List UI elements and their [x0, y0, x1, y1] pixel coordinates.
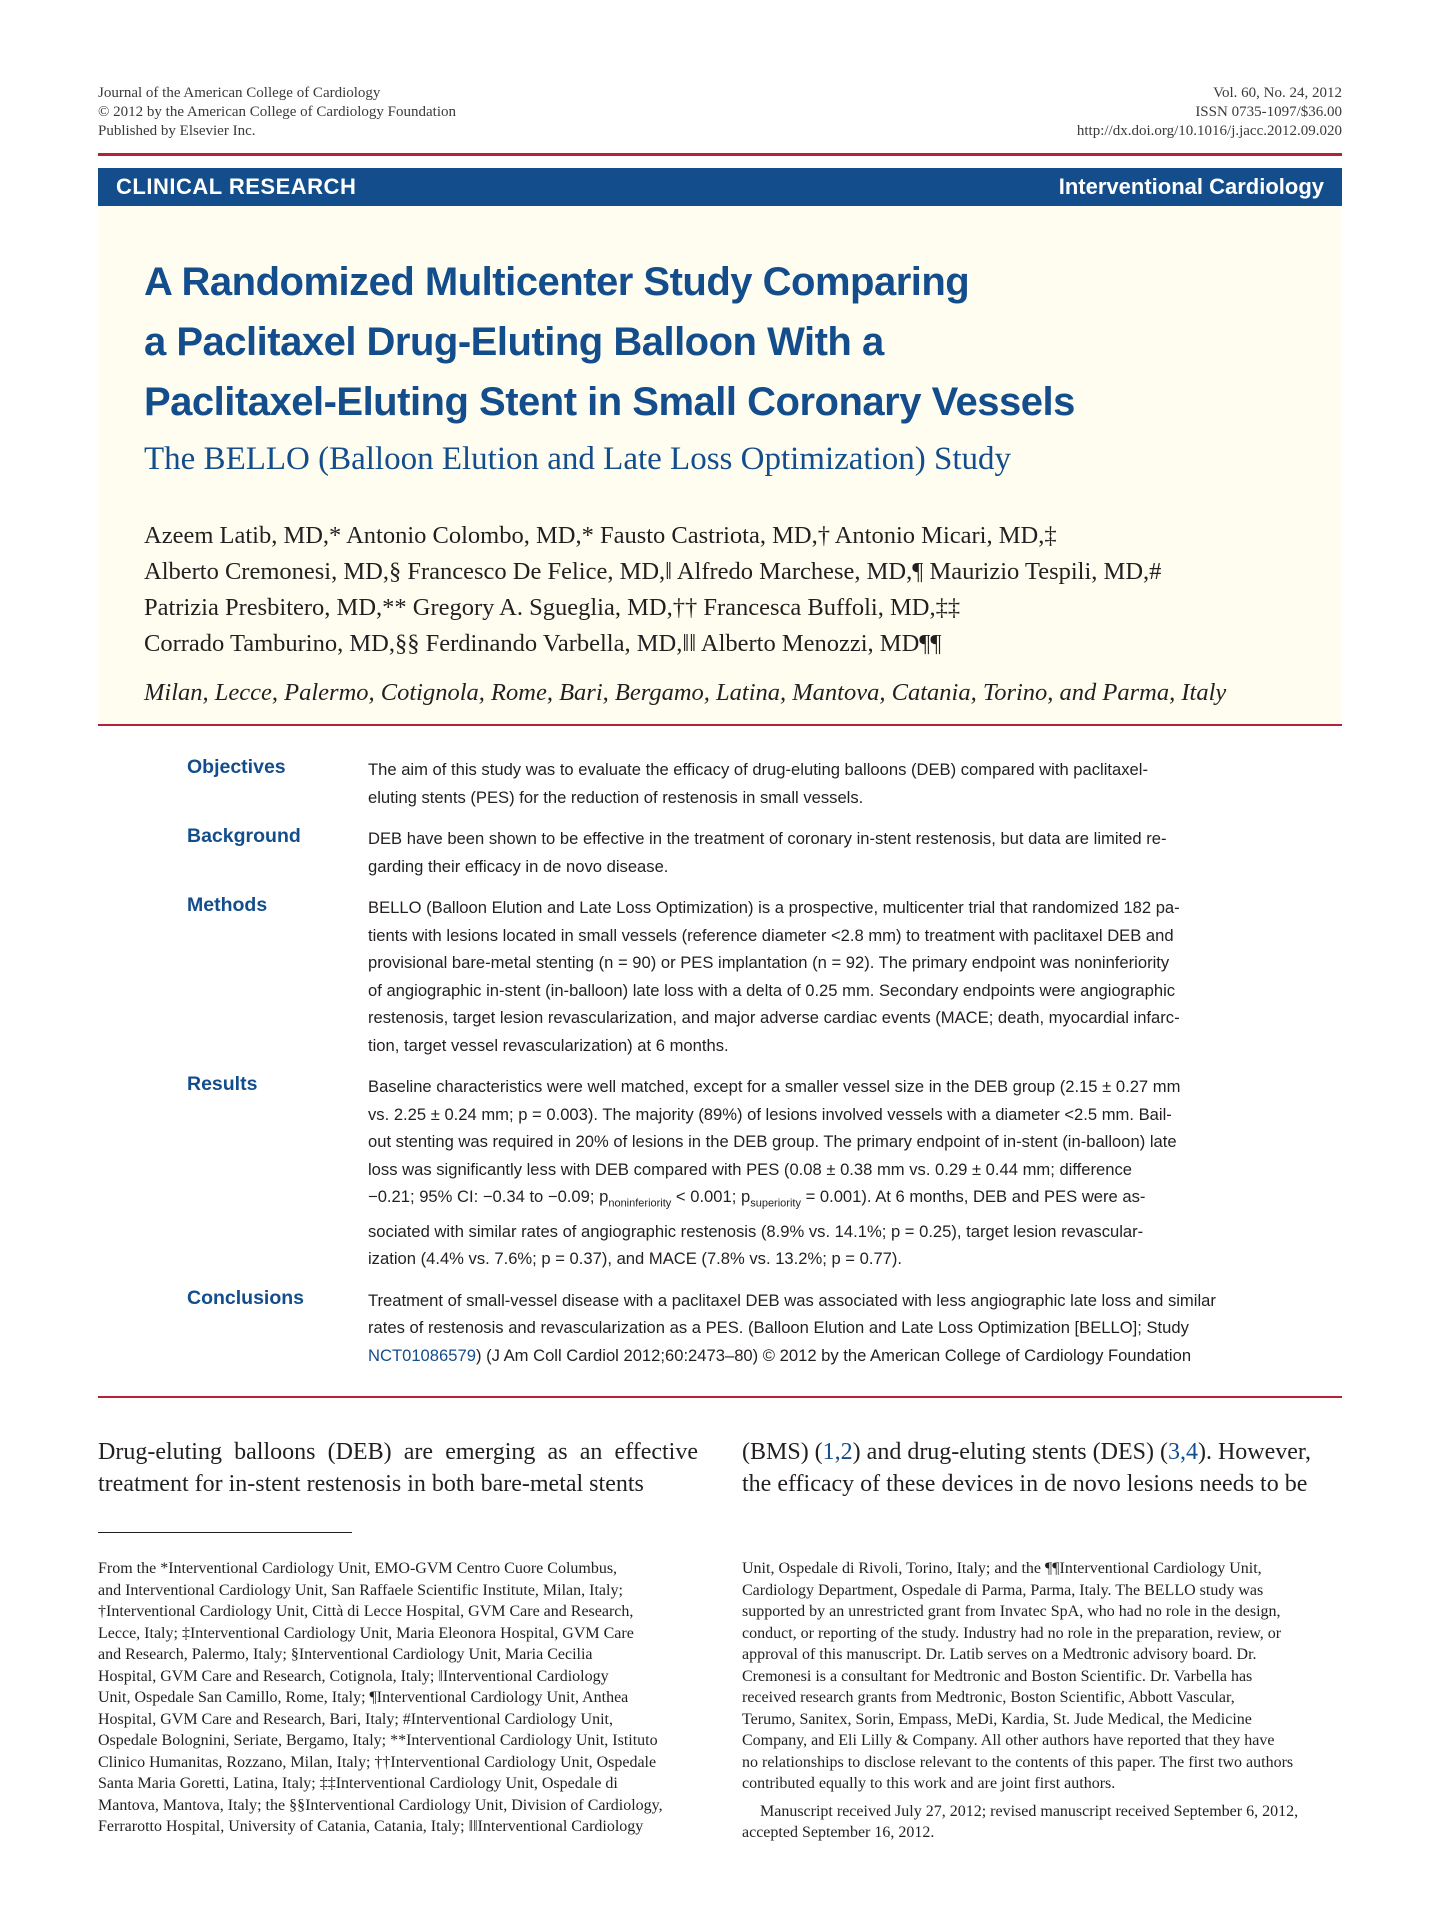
conclusions-heading: Conclusions: [187, 1286, 305, 1309]
methods-heading: Methods: [187, 894, 268, 916]
abstract-background: [187, 825, 1327, 880]
text-line: eluting stents (PES) for the reduction of restenosis in small vessels.: [368, 787, 864, 807]
text-line: The aim of this study was to evaluate the efficacy of drug-eluting balloons (DEB) compared with paclitaxel-: [368, 760, 1148, 779]
abstract-top-divider: [98, 724, 1342, 726]
footnote-line: Santa Maria Goretti, Latina, Italy; ‡‡Interventional Cardiology Unit, Ospedale di: [98, 1775, 618, 1792]
body-text-fragment: (BMS) (: [742, 1439, 823, 1465]
subsection-label: Interventional Cardiology: [1058, 174, 1324, 199]
abstract-conclusions: [187, 1287, 1327, 1370]
footnote-line: Unit, Ospedale San Camillo, Rome, Italy; ¶Interventional Cardiology Unit, Anthea: [98, 1689, 629, 1706]
footnote-line: contributed equally to this work and are joint first authors.: [742, 1775, 1116, 1792]
background-heading: Background: [187, 825, 301, 847]
text-line: restenosis, target lesion revascularization, and major adverse cardiac events (MACE; death, myocardial infarc-: [368, 1008, 1180, 1027]
author-locations: Milan, Lecce, Palermo, Cotignola, Rome, Bari, Bergamo, Latina, Mantova, Catania, Torino, and Parma, Italy: [144, 679, 1227, 706]
masthead-right: [1077, 84, 1342, 141]
footnote-line: and Interventional Cardiology Unit, San Raffaele Scientific Institute, Milan, Italy;: [98, 1581, 623, 1599]
title-line: Paclitaxel-Eluting Stent in Small Coronary Vessels: [144, 380, 1075, 424]
issn-line: ISSN 0735-1097/$36.00: [1195, 104, 1342, 120]
author-line: Corrado Tamburino, MD,§§ Ferdinando Varbella, MD,‖‖ Alberto Menozzi, MD¶¶: [144, 630, 942, 657]
section-bar: [98, 168, 1342, 206]
results-text: [368, 1073, 1327, 1273]
text-line: Baseline characteristics were well matched, except for a smaller vessel size in the DEB group (2.15 ± 0.27 mm: [368, 1077, 1181, 1096]
author-line: Alberto Cremonesi, MD,§ Francesco De Felice, MD,‖ Alfredo Marchese, MD,¶ Maurizio Tespili, MD,#: [144, 558, 1162, 585]
text-line: provisional bare-metal stenting (n = 90) or PES implantation (n = 92). The primary endpoint was noninferiority: [368, 953, 1170, 972]
conclusions-text: [368, 1287, 1327, 1370]
journal-citation: ) (J Am Coll Cardiol 2012;60:2473–80) © 2012 by the American College of Cardiology Foundation: [475, 1345, 1192, 1365]
text-line: rates of restenosis and revascularization as a PES. (Balloon Elution and Late Loss Optimization [BELLO]; Study: [368, 1318, 1189, 1338]
footnote-line: Mantova, Mantova, Italy; the §§Interventional Cardiology Unit, Division of Cardiology,: [98, 1796, 663, 1814]
footnote-line: Terumo, Sanitex, Sorin, Empass, MeDi, Kardia, St. Jude Medical, the Medicine: [742, 1710, 1252, 1728]
section-label: CLINICAL RESEARCH: [116, 174, 357, 199]
footnote-line: conduct, or reporting of the study. Industry had no role in the preparation, review, or: [742, 1624, 1282, 1642]
title-line: a Paclitaxel Drug-Eluting Balloon With a: [144, 320, 884, 364]
doi-link[interactable]: http://dx.doi.org/10.1016/j.jacc.2012.09.020: [1076, 123, 1342, 139]
text-line: BELLO (Balloon Elution and Late Loss Optimization) is a prospective, multicenter trial that randomized 182 pa-: [368, 898, 1180, 917]
affiliations-footnote: [98, 1558, 698, 1838]
body-line: [742, 1436, 1342, 1468]
footnote-line: Hospital, GVM Care and Research, Cotignola, Italy; ‖Interventional Cardiology: [98, 1667, 609, 1685]
header-divider: [98, 153, 1342, 156]
text-line: ization (4.4% vs. 7.6%; p = 0.37), and MACE (7.8% vs. 13.2%; p = 0.77).: [368, 1249, 903, 1269]
manuscript-accepted: accepted September 16, 2012.: [742, 1824, 935, 1841]
abstract-bottom-divider: [98, 1396, 1342, 1398]
text-line: tients with lesions located in small vessels (reference diameter <2.8 mm) to treatment with paclitaxel DEB and: [368, 925, 1174, 945]
text-line: DEB have been shown to be effective in the treatment of coronary in-stent restenosis, but data are limited re-: [368, 829, 1167, 848]
footnote-line: Cremonesi is a consultant for Medtronic and Boston Scientific. Dr. Varbella has: [742, 1667, 1253, 1685]
results-heading: Results: [187, 1073, 258, 1095]
body-line: treatment for in-stent restenosis in both bare-metal stents: [98, 1471, 644, 1497]
footnote-line: received research grants from Medtronic, Boston Scientific, Abbott Vascular,: [742, 1689, 1235, 1706]
text-line: vs. 2.25 ± 0.24 mm; p = 0.003). The majority (89%) of lesions involved vessels with a diameter <2.5 mm. Bail-: [368, 1104, 1172, 1124]
article-title: [144, 252, 1244, 432]
text-line: of angiographic in-stent (in-balloon) late loss with a delta of 0.25 mm. Secondary endpoints were angiographic: [368, 980, 1176, 1000]
text-line: tion, target vessel revascularization) at 6 months.: [368, 1035, 729, 1055]
footnote-line: no relationships to disclose relevant to the contents of this paper. The first two authors: [742, 1753, 1294, 1771]
abstract-methods: [187, 894, 1327, 1059]
text-line: loss was significantly less with DEB compared with PES (0.08 ± 0.38 mm vs. 0.29 ± 0.44 mm; difference: [368, 1159, 1133, 1179]
text-line: sociated with similar rates of angiographic restenosis (8.9% vs. 14.1%; p = 0.25), target lesion revascular-: [368, 1221, 1144, 1241]
structured-abstract: [187, 756, 1327, 1369]
footnote-line: Unit, Ospedale di Rivoli, Torino, Italy; and the ¶¶Interventional Cardiology Unit,: [742, 1560, 1262, 1577]
objectives-text: [368, 756, 1327, 811]
pvalue-text-2: < 0.001; p: [671, 1187, 751, 1206]
title-line: A Randomized Multicenter Study Comparing: [144, 260, 970, 304]
reference-link[interactable]: 3,4: [1167, 1439, 1198, 1465]
author-list: [144, 518, 1324, 662]
journal-name: Journal of the American College of Cardiology: [98, 85, 381, 101]
objectives-heading: Objectives: [187, 756, 286, 778]
footnote-divider: [98, 1532, 352, 1533]
footnote-line: Ospedale Bolognini, Seriate, Bergamo, Italy; **Interventional Cardiology Unit, Istituto: [98, 1732, 658, 1749]
footnote-line: approval of this manuscript. Dr. Latib serves on a Medtronic advisory board. Dr.: [742, 1646, 1257, 1663]
pvalue-text-3: = 0.001). At 6 months, DEB and PES were as-: [800, 1187, 1146, 1206]
methods-text: [368, 894, 1327, 1059]
subscript-noninferiority: noninferiority: [608, 1197, 672, 1210]
footnote-line: supported by an unrestricted grant from Invatec SpA, who had no role in the design,: [742, 1603, 1281, 1620]
text-line: out stenting was required in 20% of lesions in the DEB group. The primary endpoint of in-stent (in-balloon) late: [368, 1132, 1177, 1151]
volume-line: Vol. 60, No. 24, 2012: [1213, 85, 1342, 101]
footnote-line: Company, and Eli Lilly & Company. All other authors have reported that they have: [742, 1732, 1275, 1749]
text-line: Treatment of small-vessel disease with a paclitaxel DEB was associated with less angiographic late loss and similar: [368, 1290, 1216, 1310]
publisher-line: Published by Elsevier Inc.: [98, 123, 256, 139]
article-subtitle: The BELLO (Balloon Elution and Late Loss Optimization) Study: [144, 441, 1012, 477]
text-line: garding their efficacy in de novo disease.: [368, 856, 669, 876]
footnote-line: †Interventional Cardiology Unit, Città di Lecce Hospital, GVM Care and Research,: [98, 1603, 634, 1620]
copyright-line: © 2012 by the American College of Cardiology Foundation: [98, 104, 457, 120]
abstract-objectives: [187, 756, 1327, 811]
body-line: Drug-eluting balloons (DEB) are emerging as an effective: [98, 1439, 698, 1465]
abstract-results: [187, 1073, 1327, 1273]
subscript-superiority: superiority: [750, 1197, 801, 1210]
body-column-left: [98, 1436, 698, 1500]
manuscript-received: Manuscript received July 27, 2012; revised manuscript received September 6, 2012,: [760, 1802, 1299, 1820]
footnote-line: and Research, Palermo, Italy; §Interventional Cardiology Unit, Maria Cecilia: [98, 1646, 593, 1663]
reference-link[interactable]: 1,2: [822, 1439, 853, 1465]
trial-id-link[interactable]: NCT01086579: [368, 1345, 476, 1365]
background-text: [368, 825, 1327, 880]
author-line: Azeem Latib, MD,* Antonio Colombo, MD,* Fausto Castriota, MD,† Antonio Micari, MD,‡: [144, 522, 1057, 549]
funding-disclosures-footnote: [742, 1558, 1342, 1844]
masthead-left: [98, 84, 456, 141]
text-line-pvalues: [368, 1183, 1327, 1218]
author-line: Patrizia Presbitero, MD,** Gregory A. Sgueglia, MD,†† Francesca Buffoli, MD,‡‡: [144, 594, 961, 621]
footnote-line: Hospital, GVM Care and Research, Bari, Italy; #Interventional Cardiology Unit,: [98, 1710, 613, 1728]
footnote-line: Clinico Humanitas, Rozzano, Milan, Italy; ††Interventional Cardiology Unit, Ospedale: [98, 1753, 657, 1771]
body-text-fragment: ) and drug-eluting stents (DES) (: [852, 1439, 1168, 1465]
body-text-fragment: ). However,: [1197, 1439, 1311, 1465]
body-line: the efficacy of these devices in de novo lesions needs to be: [742, 1471, 1308, 1497]
footnote-line: Ferrarotto Hospital, University of Catania, Catania, Italy; ‖‖Interventional Cardiology: [98, 1818, 644, 1835]
pvalue-text-1: −0.21; 95% CI: −0.34 to −0.09; p: [368, 1187, 609, 1206]
body-column-right: [742, 1436, 1342, 1500]
footnote-line: Lecce, Italy; ‡Interventional Cardiology Unit, Maria Eleonora Hospital, GVM Care: [98, 1624, 634, 1642]
text-line-citation: [368, 1342, 1327, 1370]
footnote-line: From the *Interventional Cardiology Unit, EMO-GVM Centro Cuore Columbus,: [98, 1560, 618, 1577]
footnote-line: Cardiology Department, Ospedale di Parma, Parma, Italy. The BELLO study was: [742, 1581, 1264, 1599]
